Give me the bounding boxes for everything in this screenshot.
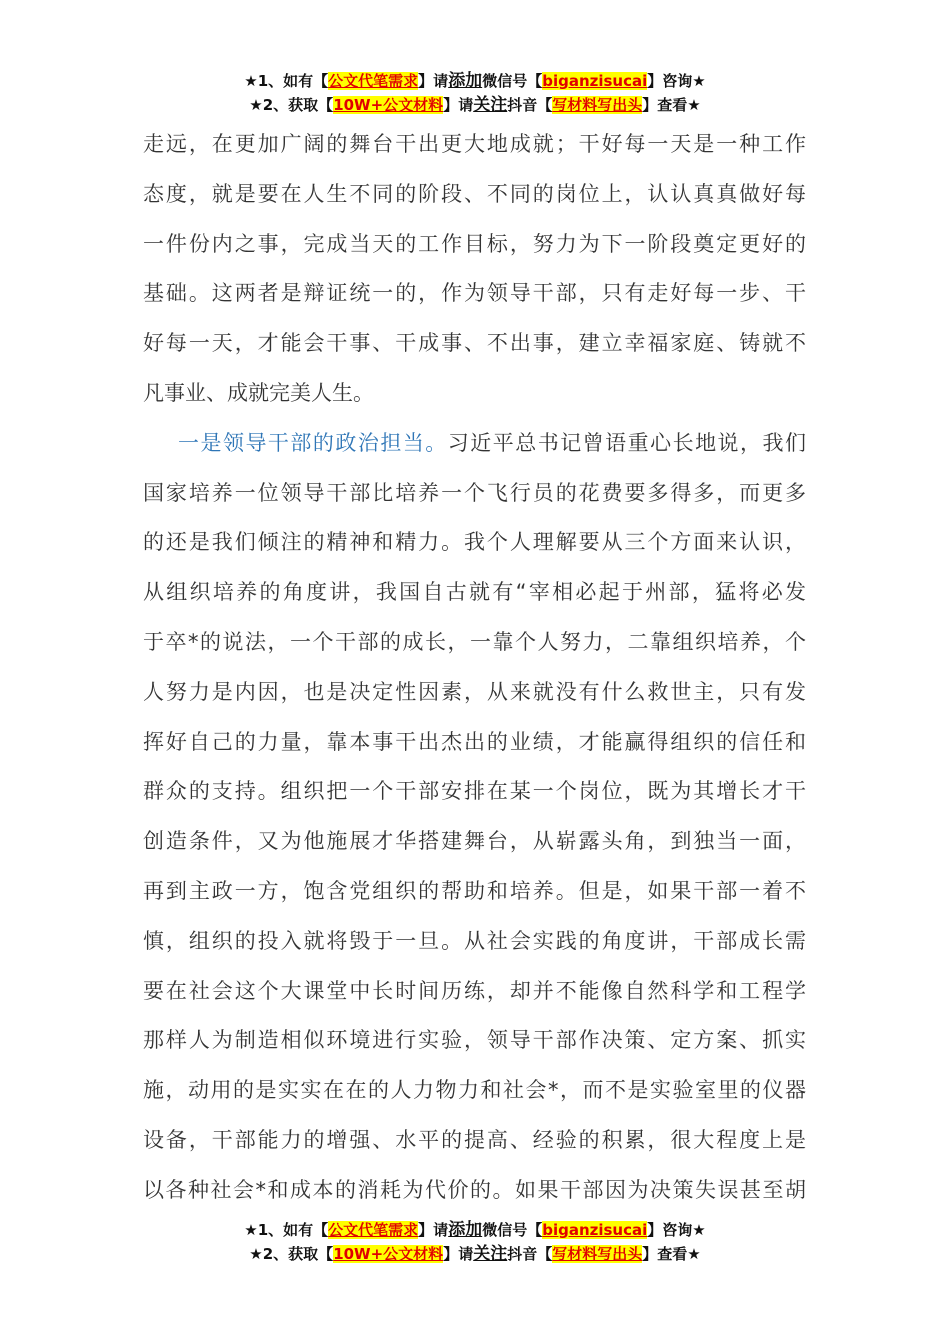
banner-text: ★1、如有【 [244, 72, 329, 90]
text-run: 习近平总书记曾语重心长地说，我们 [447, 430, 807, 455]
text-line: 走远，在更加广阔的舞台干出更大地成就；干好每一天是一种工作 [143, 132, 806, 156]
highlight-materials: 10W+公文材料 [333, 1245, 444, 1263]
highlight-materials: 10W+公文材料 [333, 96, 444, 114]
highlight-service: 公文代笔需求 [328, 1221, 419, 1239]
text-line: 于卒*的说法，一个干部的成长，一靠个人努力，二靠组织培养，个 [143, 629, 806, 654]
banner-text: ★2、获取【 [249, 96, 334, 114]
paragraph-2 [143, 419, 806, 1216]
text-line: 慎，组织的投入就将毁于一旦。从社会实践的角度讲，干部成长需 [143, 928, 806, 953]
banner-line-1 [0, 1218, 950, 1242]
text-line [143, 419, 806, 469]
highlight-douyin: 写材料写出头 [552, 96, 643, 114]
text-line: 群众的支持。组织把一个干部安排在某一个岗位，既为其增长才干 [143, 779, 806, 804]
text-line: 创造条件，又为他施展才华搭建舞台，从崭露头角，到独当一面， [143, 829, 806, 854]
banner-text: ★1、如有【 [244, 1221, 329, 1239]
highlight-douyin: 写材料写出头 [552, 1245, 643, 1263]
banner-text: 】咨询★ [647, 1221, 706, 1239]
highlight-wechat-id: biganzisucai [542, 1221, 648, 1239]
text-line: 的还是我们倾注的精神和精力。我个人理解要从三个方面来认识， [143, 530, 806, 555]
banner-text: 】请 [443, 1245, 474, 1263]
banner-text: 】请 [418, 72, 449, 90]
text-line: 国家培养一位领导干部比培养一个飞行员的花费要多得多，而更多 [143, 480, 806, 505]
banner-text: ★2、获取【 [249, 1245, 334, 1263]
banner-text: 】请 [443, 96, 474, 114]
banner-emphasis: 关注 [473, 1244, 508, 1264]
banner-line-2 [0, 93, 950, 117]
banner-text: 微信号【 [482, 1221, 543, 1239]
footer-banner [0, 1218, 950, 1266]
text-line: 态度，就是要在人生不同的阶段、不同的岗位上，认认真真做好每 [143, 181, 806, 206]
banner-text: 抖音【 [507, 96, 553, 114]
text-line: 基础。这两者是辩证统一的，作为领导干部，只有走好每一步、干 [143, 281, 806, 306]
banner-line-1 [0, 69, 950, 93]
text-line: 设备，干部能力的增强、水平的提高、经验的积累，很大程度上是 [143, 1127, 806, 1152]
paragraph-1 [143, 120, 806, 419]
text-line: 凡事业、成就完美人生。 [143, 380, 374, 405]
banner-emphasis: 关注 [473, 95, 508, 115]
text-line: 好每一天，才能会干事、干成事、不出事，建立幸福家庭、铸就不 [143, 331, 806, 356]
banner-emphasis: 添加 [448, 1220, 483, 1240]
banner-text: 】请 [418, 1221, 449, 1239]
text-line: 挥好自己的力量，靠本事干出杰出的业绩，才能赢得组织的信任和 [143, 729, 806, 754]
header-banner [0, 69, 950, 117]
highlight-service: 公文代笔需求 [328, 72, 419, 90]
text-line: 一件份内之事，完成当天的工作目标，努力为下一阶段奠定更好的 [143, 231, 806, 256]
text-line: 要在社会这个大课堂中长时间历练，却并不能像自然科学和工程学 [143, 978, 806, 1003]
banner-text: 】咨询★ [647, 72, 706, 90]
banner-text: 抖音【 [507, 1245, 553, 1263]
section-heading: 一是领导干部的政治担当。 [178, 430, 448, 455]
banner-text: 】查看★ [642, 96, 701, 114]
text-line: 从组织培养的角度讲，我国自古就有“宰相必起于州部，猛将必发 [143, 580, 806, 605]
text-line: 那样人为制造相似环境进行实验，领导干部作决策、定方案、抓实 [143, 1028, 806, 1053]
text-line: 施，动用的是实实在在的人力物力和社会*，而不是实验室里的仪器 [143, 1078, 806, 1103]
text-line: 人努力是内因，也是决定性因素，从来就没有什么救世主，只有发 [143, 679, 806, 704]
banner-emphasis: 添加 [448, 71, 483, 91]
banner-text: 微信号【 [482, 72, 543, 90]
text-line: 再到主政一方，饱含党组织的帮助和培养。但是，如果干部一着不 [143, 878, 806, 903]
text-line: 以各种社会*和成本的消耗为代价的。如果干部因为决策失误甚至胡 [143, 1177, 806, 1202]
highlight-wechat-id: biganzisucai [542, 72, 648, 90]
banner-text: 】查看★ [642, 1245, 701, 1263]
banner-line-2 [0, 1242, 950, 1266]
document-body [143, 120, 806, 1216]
